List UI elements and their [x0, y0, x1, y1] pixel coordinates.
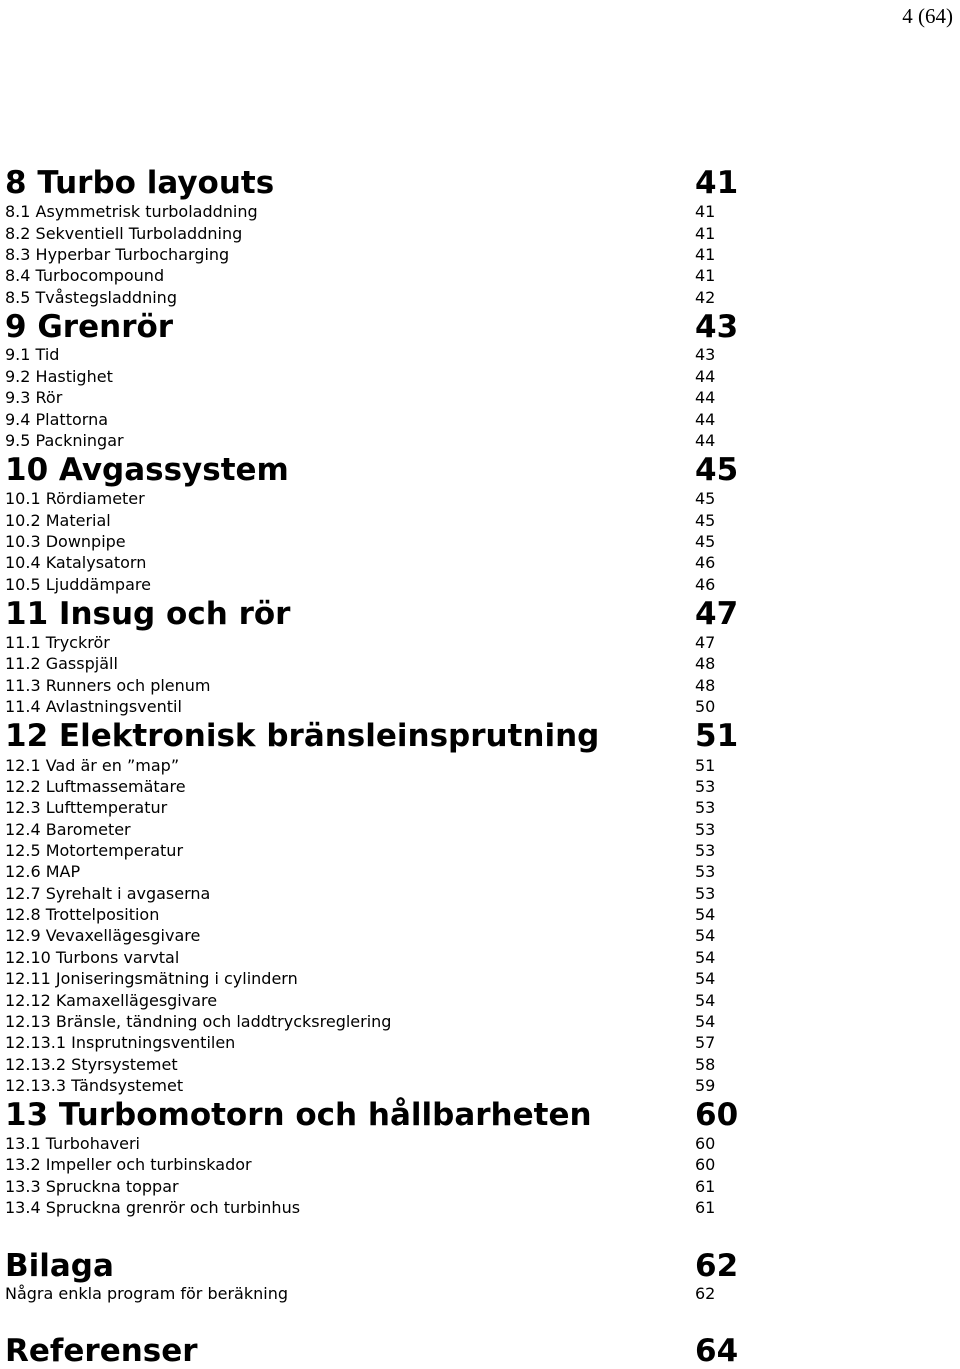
- toc-entry[interactable]: [5, 431, 716, 451]
- toc-entry[interactable]: [5, 553, 716, 573]
- toc-title: 11.1 Tryckrör: [5, 633, 110, 652]
- toc-title: 9.1 Tid: [5, 345, 60, 364]
- toc-page-number: 51: [695, 756, 716, 775]
- toc-entry[interactable]: [5, 388, 716, 408]
- toc-page-number: 61: [695, 1198, 716, 1217]
- toc-entry[interactable]: [5, 511, 716, 531]
- toc-entry[interactable]: [5, 288, 716, 308]
- toc-page-number: 45: [695, 452, 739, 488]
- toc-entry[interactable]: [5, 862, 716, 882]
- toc-title: 12.3 Lufttemperatur: [5, 798, 168, 817]
- toc-title: 9.5 Packningar: [5, 431, 124, 450]
- toc-heading[interactable]: [5, 596, 739, 632]
- toc-page-number: 53: [695, 798, 716, 817]
- toc-heading[interactable]: [5, 165, 739, 201]
- toc-entry[interactable]: [5, 224, 716, 244]
- toc-page-number: 41: [695, 245, 716, 264]
- toc-entry[interactable]: [5, 820, 716, 840]
- toc-entry[interactable]: [5, 1012, 716, 1032]
- toc-entry[interactable]: [5, 905, 716, 925]
- toc-heading[interactable]: [5, 452, 739, 488]
- toc-page-number: 41: [695, 202, 716, 221]
- toc-heading[interactable]: [5, 309, 739, 345]
- toc-title: 13.3 Spruckna toppar: [5, 1177, 179, 1196]
- toc-title: 12.4 Barometer: [5, 820, 131, 839]
- toc-page-number: 60: [695, 1134, 716, 1153]
- toc-page-number: 41: [695, 224, 716, 243]
- toc-page-number: 53: [695, 820, 716, 839]
- toc-title: 8.3 Hyperbar Turbocharging: [5, 245, 230, 264]
- toc-page-number: 43: [695, 345, 716, 364]
- toc-page-number: 58: [695, 1055, 716, 1074]
- toc-entry[interactable]: [5, 654, 716, 674]
- toc-title: 8.1 Asymmetrisk turboladdning: [5, 202, 258, 221]
- toc-title: 10.1 Rördiameter: [5, 489, 145, 508]
- toc-title: 8 Turbo layouts: [5, 165, 275, 201]
- toc-entry[interactable]: [5, 633, 716, 653]
- toc-entry[interactable]: [5, 926, 716, 946]
- toc-title: 12.5 Motortemperatur: [5, 841, 184, 860]
- toc-entry[interactable]: [5, 245, 716, 265]
- toc-title: 12.10 Turbons varvtal: [5, 948, 180, 967]
- toc-entry[interactable]: [5, 489, 716, 509]
- toc-title: 10 Avgassystem: [5, 452, 289, 488]
- toc-title: 12.13.1 Insprutningsventilen: [5, 1033, 236, 1052]
- toc-title: 10.3 Downpipe: [5, 532, 126, 551]
- toc-page-number: 45: [695, 511, 716, 530]
- toc-page-number: 45: [695, 489, 716, 508]
- toc-heading[interactable]: [5, 1097, 739, 1133]
- toc-page-number: 44: [695, 410, 716, 429]
- toc-page-number: 46: [695, 575, 716, 594]
- toc-entry[interactable]: [5, 1076, 716, 1096]
- toc-page-number: 48: [695, 676, 716, 695]
- toc-title: 9.4 Plattorna: [5, 410, 109, 429]
- toc-title: 13.1 Turbohaveri: [5, 1134, 140, 1153]
- toc-page-number: 60: [695, 1155, 716, 1174]
- toc-title: 13.4 Spruckna grenrör och turbinhus: [5, 1198, 301, 1217]
- toc-page-number: 54: [695, 991, 716, 1010]
- toc-title: 12.2 Luftmassemätare: [5, 777, 186, 796]
- toc-entry[interactable]: [5, 410, 716, 430]
- toc-page-number: 47: [695, 596, 739, 632]
- toc-heading[interactable]: [5, 1248, 739, 1284]
- toc-page-number: 54: [695, 969, 716, 988]
- toc-title: 8.4 Turbocompound: [5, 266, 165, 285]
- toc-title: 12.12 Kamaxellägesgivare: [5, 991, 218, 1010]
- toc-entry[interactable]: [5, 345, 716, 365]
- toc-page-number: 62: [695, 1248, 739, 1284]
- toc-page-number: 62: [695, 1284, 716, 1303]
- toc-title: 10.2 Material: [5, 511, 111, 530]
- toc-page-number: 61: [695, 1177, 716, 1196]
- toc-page-number: 57: [695, 1033, 716, 1052]
- toc-page-number: 59: [695, 1076, 716, 1095]
- toc-entry[interactable]: [5, 948, 716, 968]
- toc-entry[interactable]: [5, 575, 716, 595]
- toc-title: 9.3 Rör: [5, 388, 63, 407]
- toc-entry[interactable]: [5, 367, 716, 387]
- toc-title: 11.3 Runners och plenum: [5, 676, 211, 695]
- toc-entry[interactable]: [5, 1134, 716, 1154]
- toc-title: 13.2 Impeller och turbinskador: [5, 1155, 252, 1174]
- toc-page-number: 54: [695, 948, 716, 967]
- toc-title: 8.5 Tvåstegsladdning: [5, 288, 177, 307]
- toc-page-number: 54: [695, 905, 716, 924]
- toc-page-number: 44: [695, 388, 716, 407]
- toc-title: 12.13.3 Tändsystemet: [5, 1076, 184, 1095]
- toc-entry[interactable]: [5, 1055, 716, 1075]
- toc-page-number: 60: [695, 1097, 739, 1133]
- toc-page-number: 54: [695, 1012, 716, 1031]
- toc-title: 12.9 Vevaxellägesgivare: [5, 926, 201, 945]
- toc-title: 12 Elektronisk bränsleinsprutning: [5, 718, 600, 754]
- toc-page-number: 54: [695, 926, 716, 945]
- toc-entry[interactable]: [5, 202, 716, 222]
- toc-page-number: 51: [695, 718, 739, 754]
- toc-page-number: 53: [695, 777, 716, 796]
- toc-title: 12.11 Joniseringsmätning i cylindern: [5, 969, 298, 988]
- toc-title: Några enkla program för beräkning: [5, 1284, 288, 1303]
- toc-page-number: 41: [695, 165, 739, 201]
- toc-title: 9.2 Hastighet: [5, 367, 113, 386]
- toc-title: 12.8 Trottelposition: [5, 905, 160, 924]
- toc-entry[interactable]: [5, 798, 716, 818]
- toc-entry[interactable]: [5, 697, 716, 717]
- page-number: 4 (64): [902, 4, 953, 28]
- toc-page-number: 53: [695, 884, 716, 903]
- toc-page-number: 50: [695, 697, 716, 716]
- toc-page-number: 53: [695, 841, 716, 860]
- toc-entry[interactable]: [5, 1284, 716, 1304]
- toc-page-number: 45: [695, 532, 716, 551]
- toc-entry[interactable]: [5, 1033, 716, 1053]
- toc-title: 12.13.2 Styrsystemet: [5, 1055, 178, 1074]
- toc-page-number: 42: [695, 288, 716, 307]
- toc-page-number: 64: [695, 1333, 739, 1369]
- toc-title: 12.1 Vad är en ”map”: [5, 756, 180, 775]
- toc-entry[interactable]: [5, 266, 716, 286]
- toc-entry[interactable]: [5, 991, 716, 1011]
- toc-title: 12.13 Bränsle, tändning och laddtrycksreglering: [5, 1012, 392, 1031]
- toc-entry[interactable]: [5, 884, 716, 904]
- toc-entry[interactable]: [5, 1155, 716, 1175]
- toc-entry[interactable]: [5, 756, 716, 776]
- toc-title: 11.4 Avlastningsventil: [5, 697, 182, 716]
- toc-title: 10.4 Katalysatorn: [5, 553, 147, 572]
- toc-page-number: 44: [695, 367, 716, 386]
- toc-page-number: 46: [695, 553, 716, 572]
- toc-page-number: 44: [695, 431, 716, 450]
- toc-title: 10.5 Ljuddämpare: [5, 575, 151, 594]
- toc-entry[interactable]: [5, 676, 716, 696]
- toc-title: 13 Turbomotorn och hållbarheten: [5, 1097, 592, 1133]
- toc-title: 11 Insug och rör: [5, 596, 291, 632]
- toc-entry[interactable]: [5, 969, 716, 989]
- toc-title: 12.6 MAP: [5, 862, 81, 881]
- toc-title: 8.2 Sekventiell Turboladdning: [5, 224, 243, 243]
- toc-page-number: 53: [695, 862, 716, 881]
- toc-entry[interactable]: [5, 532, 716, 552]
- toc-title: 9 Grenrör: [5, 309, 174, 345]
- toc-page-number: 48: [695, 654, 716, 673]
- toc-entry[interactable]: [5, 1198, 716, 1218]
- toc-title: 12.7 Syrehalt i avgaserna: [5, 884, 211, 903]
- toc-title: 11.2 Gasspjäll: [5, 654, 118, 673]
- toc-page-number: 41: [695, 266, 716, 285]
- toc-page-number: 43: [695, 309, 739, 345]
- toc-heading[interactable]: [5, 718, 739, 754]
- toc-entry[interactable]: [5, 777, 716, 797]
- toc-title: Bilaga: [5, 1248, 114, 1284]
- toc-title: Referenser: [5, 1333, 198, 1369]
- toc-entry[interactable]: [5, 1177, 716, 1197]
- toc-entry[interactable]: [5, 841, 716, 861]
- toc-page-number: 47: [695, 633, 716, 652]
